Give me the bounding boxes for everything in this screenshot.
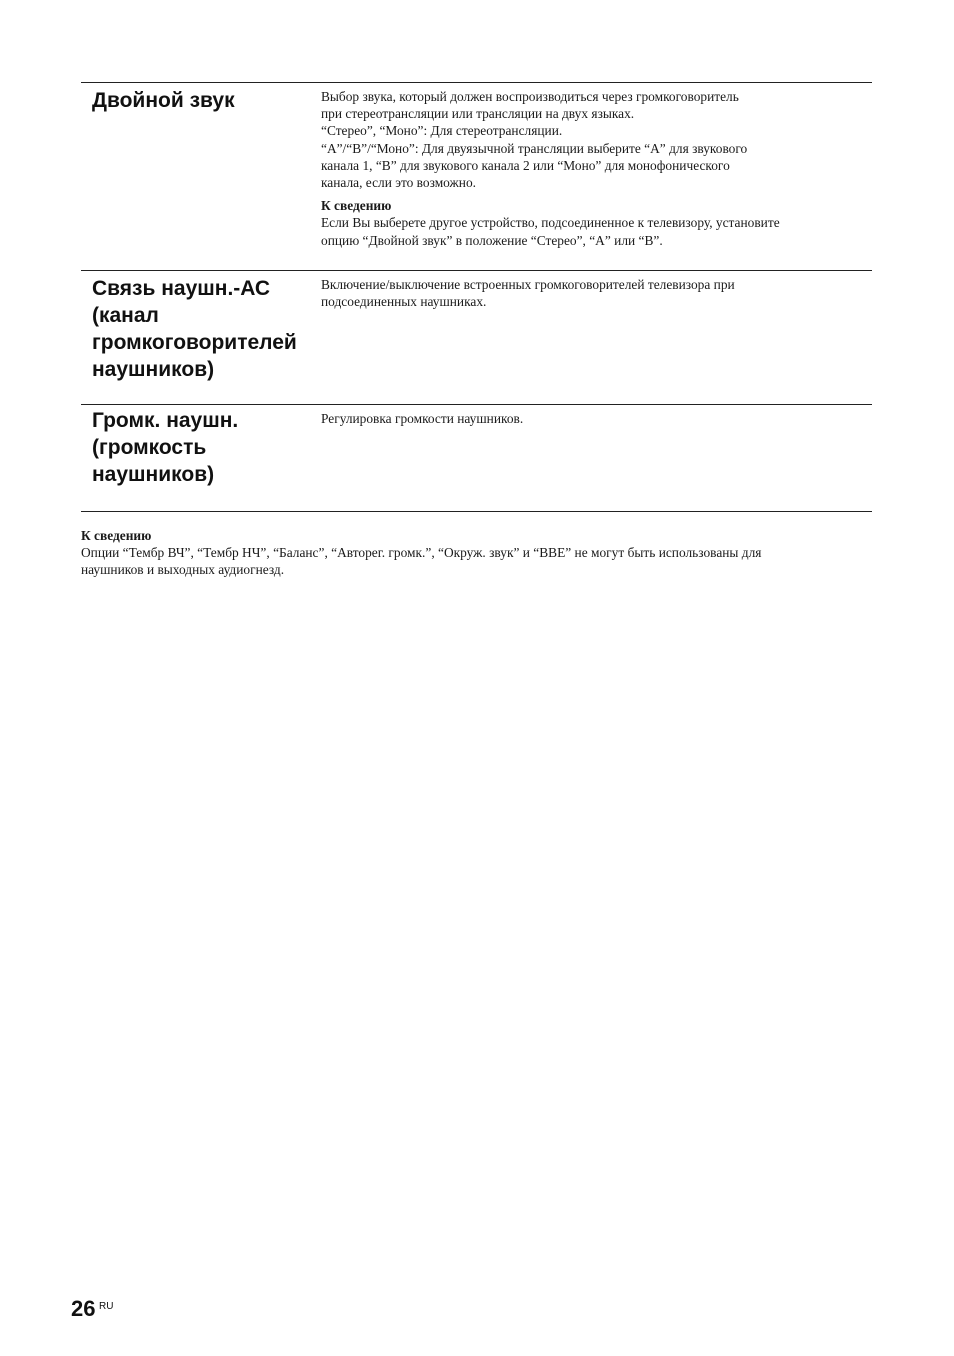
- description-line: Выбор звука, который должен воспроизводиться через громкоговоритель: [321, 89, 739, 104]
- description-line: подсоединенных наушниках.: [321, 294, 487, 310]
- description-line: канала 1, “B” для звукового канала 2 или “Моно” для монофонического: [321, 157, 730, 173]
- row-term: [81, 405, 321, 511]
- page-language: RU: [99, 1301, 114, 1312]
- row-description: [321, 83, 872, 270]
- term-line: Связь наушн.-АС: [92, 277, 271, 300]
- page-number: 26: [71, 1296, 96, 1321]
- table-row: [81, 271, 872, 405]
- row-term: Двойной звук: [92, 89, 235, 112]
- description-line: Включение/выключение встроенных громкоговорителей телевизора при: [321, 277, 735, 292]
- note-line: опцию “Двойной звук” в положение “Стерео”, “A” или “B”.: [321, 232, 663, 248]
- footnote-line: наушников и выходных аудиогнезд.: [81, 562, 285, 578]
- footnote-title: К сведению: [81, 528, 152, 543]
- description-line: “A”/“B”/“Моно”: Для двуязычной трансляции выберите “A” для звукового: [321, 140, 748, 156]
- note-title: К сведению: [321, 198, 392, 214]
- description-line: при стереотрансляции или трансляции на двух языках.: [321, 106, 635, 122]
- settings-table: [81, 82, 872, 512]
- term-line: Громк. наушн.: [92, 409, 239, 432]
- note-line: Если Вы выберете другое устройство, подсоединенное к телевизору, установите: [321, 215, 780, 231]
- row-term: [81, 271, 321, 404]
- row-description: [321, 405, 872, 511]
- description-line: “Стерео”, “Моно”: Для стереотрансляции.: [321, 123, 563, 139]
- term-line: наушников): [92, 358, 215, 381]
- table-row: [81, 405, 872, 512]
- term-line: громкоговорителей: [92, 331, 297, 354]
- term-line: (канал: [92, 304, 159, 327]
- term-line: (громкость: [92, 436, 207, 459]
- row-description: [321, 271, 872, 404]
- description-line: канала, если это возможно.: [321, 175, 476, 191]
- term-line: наушников): [92, 463, 215, 486]
- footnote-line: Опции “Тембр ВЧ”, “Тембр НЧ”, “Баланс”, “Авторег. громк.”, “Окруж. звук” и “BBE” не могут быть использованы для: [81, 545, 762, 561]
- description-line: Регулировка громкости наушников.: [321, 411, 524, 426]
- footnote: [81, 527, 881, 579]
- table-row: [81, 83, 872, 271]
